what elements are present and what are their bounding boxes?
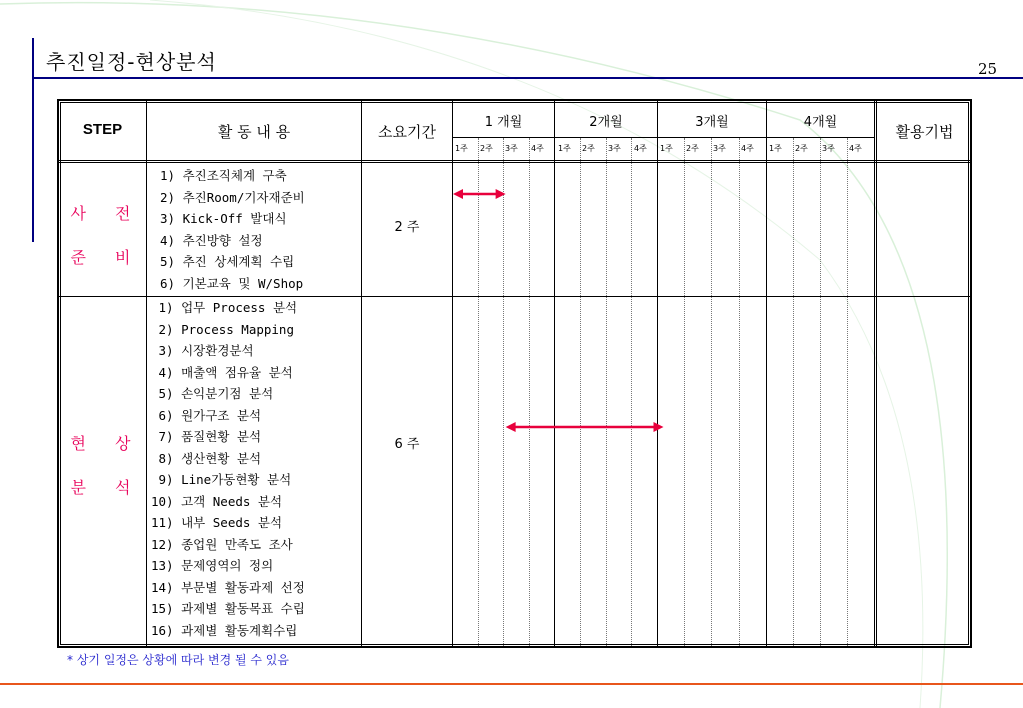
step-name: 준 비 <box>70 248 143 267</box>
footnote: * 상기 일정은 상황에 따라 변경 될 수 있음 <box>67 653 289 667</box>
week-label: 1주 <box>455 144 468 153</box>
week-label: 1주 <box>660 144 673 153</box>
week-label: 4주 <box>741 144 754 153</box>
footer-rule <box>0 683 1023 685</box>
step-name: 현 상 <box>70 434 143 453</box>
week-label: 4주 <box>634 144 647 153</box>
header-method: 활용기법 <box>895 123 954 141</box>
header-step: STEP <box>82 121 123 138</box>
week-label: 4주 <box>531 144 544 153</box>
title-vertical-rule <box>32 38 34 242</box>
gantt-arrow <box>506 422 664 432</box>
step-name: 분 석 <box>70 478 143 497</box>
month-label: 3개월 <box>695 115 729 130</box>
week-label: 1주 <box>558 144 571 153</box>
week-label: 3주 <box>505 144 518 153</box>
page-number: 25 <box>978 60 998 78</box>
header-duration: 소요기간 <box>378 123 436 141</box>
header-activity: 활 동 내 용 <box>217 123 291 141</box>
step-name: 사 전 <box>70 204 143 223</box>
week-label: 2주 <box>480 144 493 153</box>
gantt-arrow <box>453 189 506 199</box>
month-label: 4개월 <box>803 115 838 130</box>
duration-value: 2 주 <box>394 220 420 235</box>
week-label: 3주 <box>608 144 621 153</box>
duration-value: 6 주 <box>394 437 420 452</box>
title-horizontal-rule <box>32 77 1023 79</box>
week-label: 2주 <box>795 144 808 153</box>
week-label: 2주 <box>582 144 595 153</box>
week-label: 3주 <box>713 144 726 153</box>
week-label: 4주 <box>849 144 862 153</box>
gantt-bars <box>59 101 972 646</box>
week-label: 3주 <box>822 144 835 153</box>
week-label: 1주 <box>769 144 782 153</box>
month-label: 2개월 <box>589 115 623 130</box>
schedule-table <box>57 99 972 648</box>
activity-list: 1) 업무 Process 분석 2) Process Mapping 3) 시장환경분석 4) 매출액 점유율 분석 5) 손익분기점 분석 6) 원가구조 분석 7) 품질현황 분석 8) 생산현황 분석 9) Line가동현황 분석 10) 고객 Needs 분석 11) 내부 Seeds 분석 12) 종업원 만족도 조사 13) 문제영역의 정의 14) 부문별 활동과제 선정 15) 과제별 활동목표 수립 16) 과제별 활동계획수립 <box>151 300 305 638</box>
page-title: 추진일정-현상분석 <box>46 50 217 74</box>
activity-list: 1) 추진조직체계 구축 2) 추진Room/기자재준비 3) Kick-Off 발대식 4) 추진방향 설정 5) 추진 상세계획 수립 6) 기본교육 및 W/Shop <box>160 168 305 291</box>
month-label: 1 개월 <box>484 115 523 130</box>
week-label: 2주 <box>686 144 699 153</box>
